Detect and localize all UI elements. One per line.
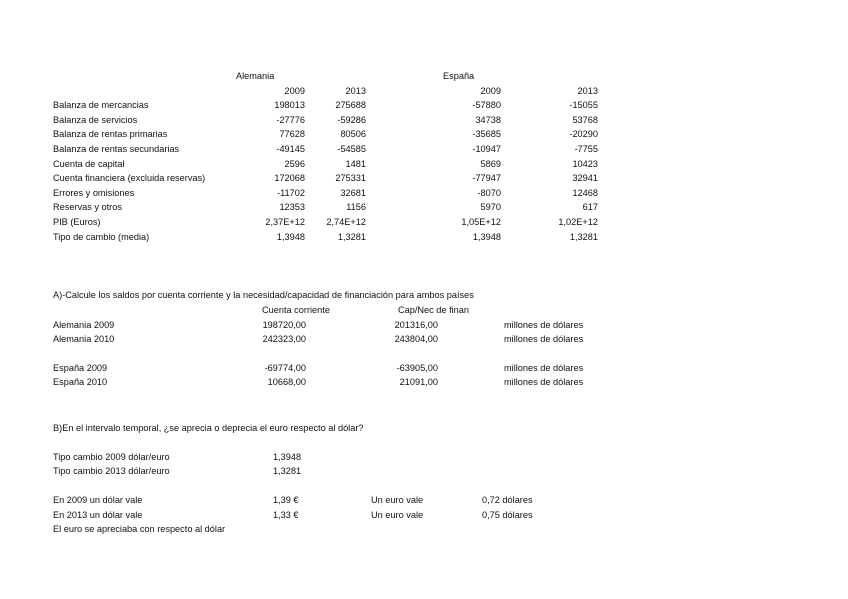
cell-value: 10423 (572, 159, 598, 169)
rate-label: Tipo cambio 2013 dólar/euro (53, 466, 170, 476)
cell-value: 1,02E+12 (558, 217, 598, 227)
cell-value: -57880 (472, 100, 501, 110)
cuenta-corriente-value: 242323,00 (262, 334, 306, 344)
cell-value: -54585 (337, 144, 366, 154)
cell-value: -15055 (569, 100, 598, 110)
country-header-germany: Alemania (236, 71, 275, 81)
cell-value: -7755 (574, 144, 598, 154)
cell-value: 2,74E+12 (326, 217, 366, 227)
rate-value: 1,3281 (273, 466, 302, 476)
year-header: 2009 (284, 86, 305, 96)
row-label: Errores y omisiones (53, 188, 135, 198)
column-header-cuenta-corriente: Cuenta corriente (262, 305, 330, 315)
conversion-value: 0,75 dólares (482, 510, 533, 520)
row-label: Balanza de mercancias (53, 100, 149, 110)
row-label: Reservas y otros (53, 202, 122, 212)
rate-value: 1,3948 (273, 452, 302, 462)
conversion-label: En 2009 un dólar vale (53, 495, 143, 505)
cell-value: -27776 (276, 115, 305, 125)
cell-value: 53768 (572, 115, 598, 125)
cell-value: 12353 (279, 202, 305, 212)
cell-value: 1,05E+12 (461, 217, 501, 227)
cell-value: 275688 (335, 100, 366, 110)
cuenta-corriente-value: 10668,00 (267, 377, 306, 387)
row-label: Tipo de cambio (media) (53, 232, 150, 242)
row-label: PIB (Euros) (53, 217, 101, 227)
result-row-label: Alemania 2010 (53, 334, 115, 344)
result-row-label: España 2009 (53, 363, 108, 373)
cell-value: -8070 (477, 188, 501, 198)
cell-value: -59286 (337, 115, 366, 125)
cell-value: 1156 (346, 202, 366, 212)
result-row-label: España 2010 (53, 377, 108, 387)
rate-label: Tipo cambio 2009 dólar/euro (53, 452, 170, 462)
cell-value: -11702 (277, 188, 305, 198)
year-header: 2013 (345, 86, 366, 96)
cap-nec-value: 243804,00 (394, 334, 438, 344)
cell-value: 77628 (279, 129, 305, 139)
unit-label: millones de dólares (504, 363, 584, 373)
conversion-value: 1,33 € (273, 510, 299, 520)
cell-value: -77947 (472, 173, 501, 183)
cell-value: 34738 (475, 115, 501, 125)
cell-value: 32941 (572, 173, 598, 183)
row-label: Balanza de rentas secundarias (53, 144, 180, 154)
conversion-label: Un euro vale (371, 495, 424, 505)
cell-value: 1481 (345, 159, 366, 169)
row-label: Cuenta de capital (53, 159, 125, 169)
cell-value: 2,37E+12 (265, 217, 305, 227)
cell-value: 1,3281 (569, 232, 598, 242)
conversion-value: 0,72 dólares (482, 495, 533, 505)
row-label: Balanza de rentas primarias (53, 129, 168, 139)
cell-value: 275331 (335, 173, 366, 183)
cell-value: 80506 (340, 129, 366, 139)
column-header-cap-nec: Cap/Nec de finan (398, 305, 469, 315)
cell-value: 1,3948 (276, 232, 305, 242)
cell-value: -35685 (472, 129, 501, 139)
cell-value: 617 (582, 202, 598, 212)
conversion-label: Un euro vale (371, 510, 424, 520)
question-a: A)-Calcule los saldos por cuenta corriente y la necesidad/capacidad de financiación para ambos países (53, 290, 474, 300)
cell-value: -10947 (472, 144, 501, 154)
year-header: 2009 (480, 86, 501, 96)
cap-nec-value: 21091,00 (399, 377, 438, 387)
cell-value: 2596 (284, 159, 305, 169)
unit-label: millones de dólares (504, 334, 584, 344)
cell-value: 32681 (340, 188, 366, 198)
conversion-value: 1,39 € (273, 495, 299, 505)
cuenta-corriente-value: -69774,00 (264, 363, 306, 373)
result-row-label: Alemania 2009 (53, 320, 115, 330)
cell-value: 198013 (274, 100, 305, 110)
cell-value: 1,3948 (472, 232, 501, 242)
cell-value: -49145 (276, 144, 305, 154)
unit-label: millones de dólares (504, 320, 584, 330)
cap-nec-value: 201316,00 (394, 320, 438, 330)
country-header-spain: España (443, 71, 475, 81)
year-header: 2013 (577, 86, 598, 96)
row-label: Balanza de servicios (53, 115, 138, 125)
conversion-label: En 2013 un dólar vale (53, 510, 143, 520)
cap-nec-value: -63905,00 (396, 363, 438, 373)
cell-value: 12468 (572, 188, 598, 198)
conclusion: El euro se apreciaba con respecto al dólar (53, 524, 226, 534)
unit-label: millones de dólares (504, 377, 584, 387)
cell-value: -20290 (569, 129, 598, 139)
cell-value: 5869 (480, 159, 501, 169)
row-label: Cuenta financiera (excluida reservas) (53, 173, 206, 183)
cell-value: 172068 (274, 173, 305, 183)
cuenta-corriente-value: 198720,00 (262, 320, 306, 330)
question-b: B)En el intervalo temporal, ¿se aprecia o deprecia el euro respecto al dólar? (53, 423, 364, 433)
cell-value: 1,3281 (337, 232, 366, 242)
cell-value: 5970 (480, 202, 501, 212)
